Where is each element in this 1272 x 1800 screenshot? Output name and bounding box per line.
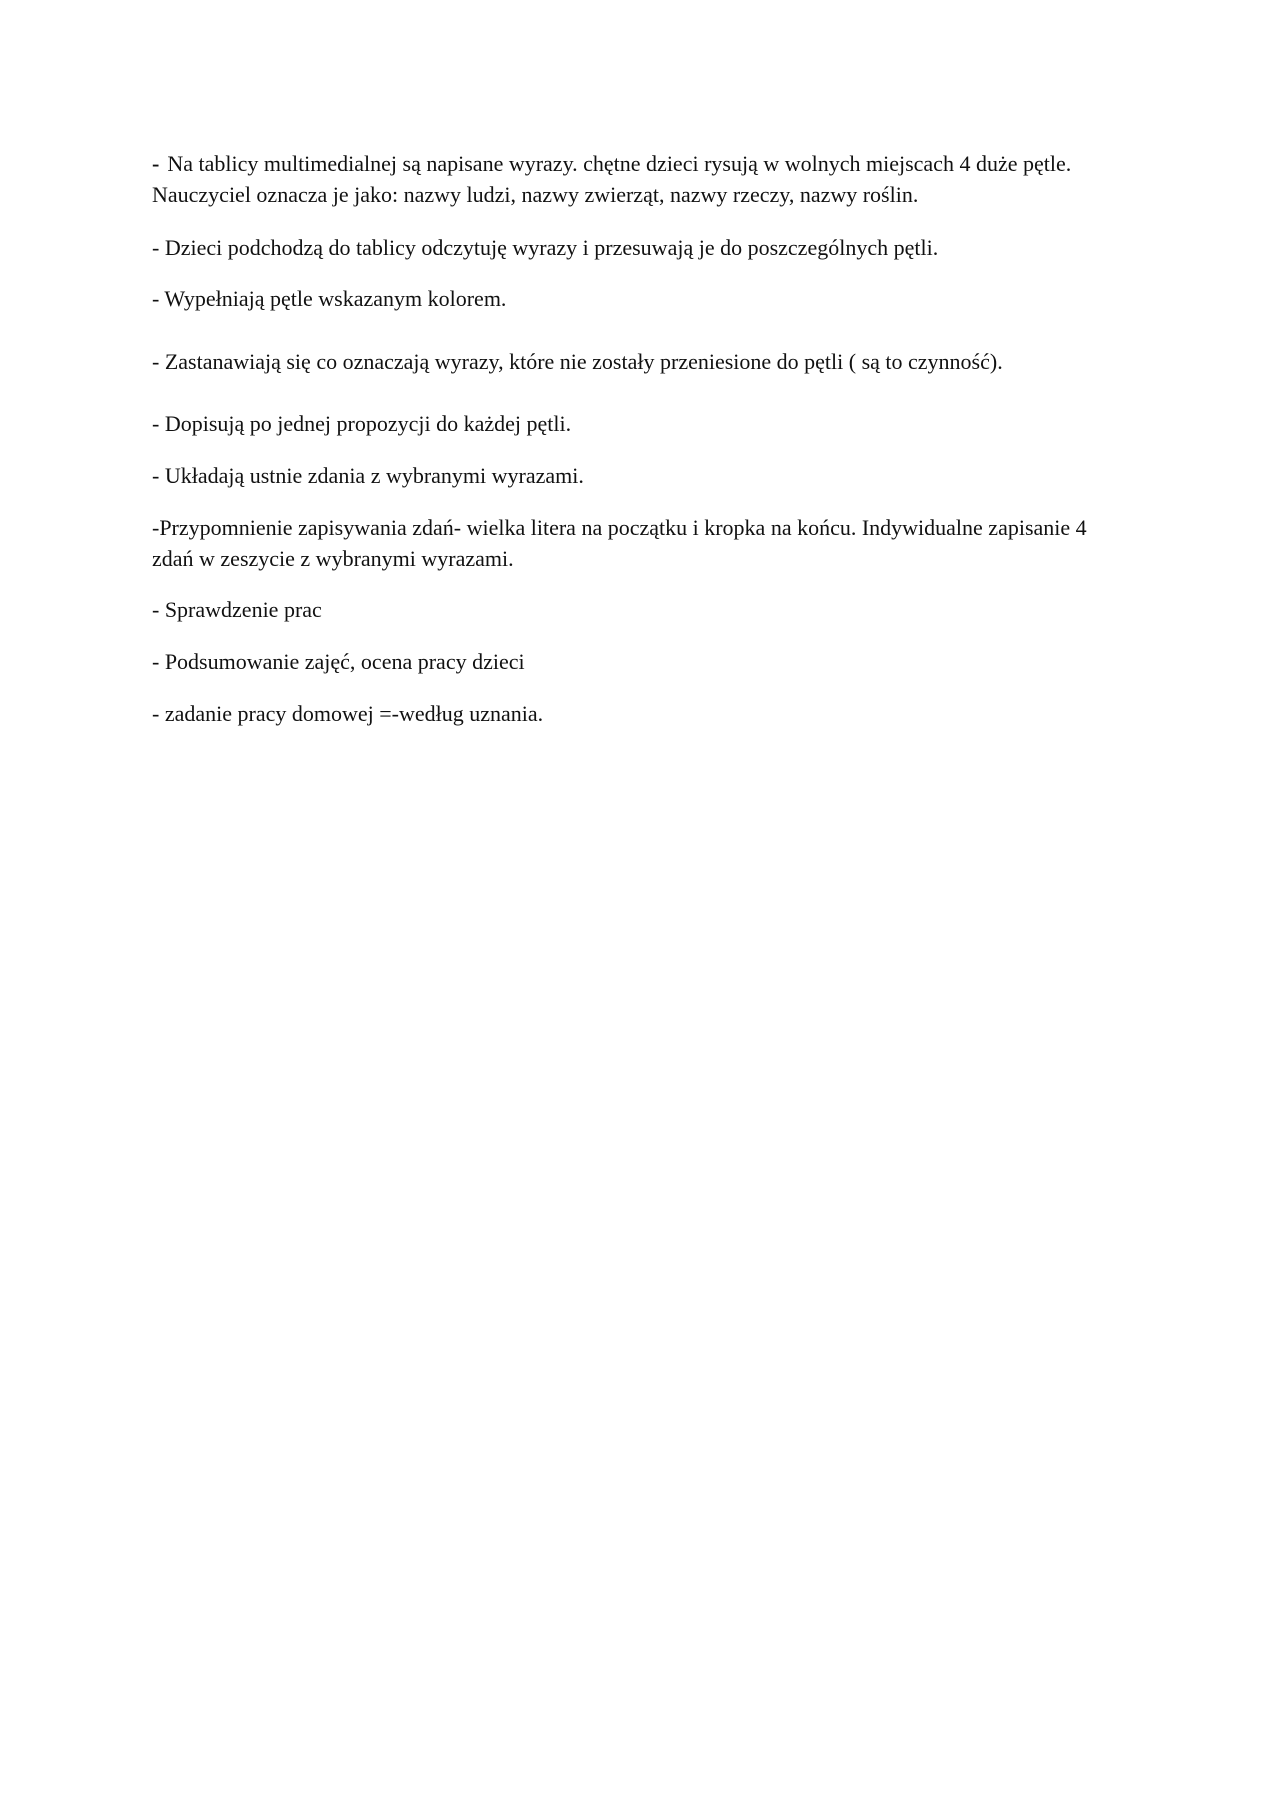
paragraph-step: -Przypomnienie zapisywania zdań- wielka litera na początku i kropka na końcu. Indywidualne zapisanie 4 zdań w zeszycie z wybranymi wyrazami.	[152, 515, 1087, 571]
document-body	[152, 148, 1092, 729]
paragraph-step: - Zastanawiają się co oznaczają wyrazy, które nie zostały przeniesione do pętli ( są to czynność).	[152, 349, 1003, 374]
bullet-dash: -	[152, 151, 160, 176]
paragraph-intro	[152, 148, 1092, 210]
paragraph-step: - Podsumowanie zajęć, ocena pracy dzieci	[152, 649, 525, 674]
paragraph-step: - Układają ustnie zdania z wybranymi wyrazami.	[152, 463, 584, 488]
paragraph-step: - zadanie pracy domowej =-według uznania.	[152, 701, 544, 726]
paragraph-step: - Dopisują po jednej propozycji do każdej pętli.	[152, 411, 572, 436]
paragraph-step: - Dzieci podchodzą do tablicy odczytuję wyrazy i przesuwają je do poszczególnych pętli.	[152, 235, 939, 260]
paragraph-text: Na tablicy multimedialnej są napisane wyrazy. chętne dzieci rysują w wolnych miejscach 4 duże pętle. Nauczyciel oznacza je jako: nazwy ludzi, nazwy zwierząt, nazwy rzeczy, nazwy roślin.	[152, 151, 1072, 207]
paragraph-step: - Wypełniają pętle wskazanym kolorem.	[152, 286, 507, 311]
paragraph-step: - Sprawdzenie prac	[152, 597, 322, 622]
